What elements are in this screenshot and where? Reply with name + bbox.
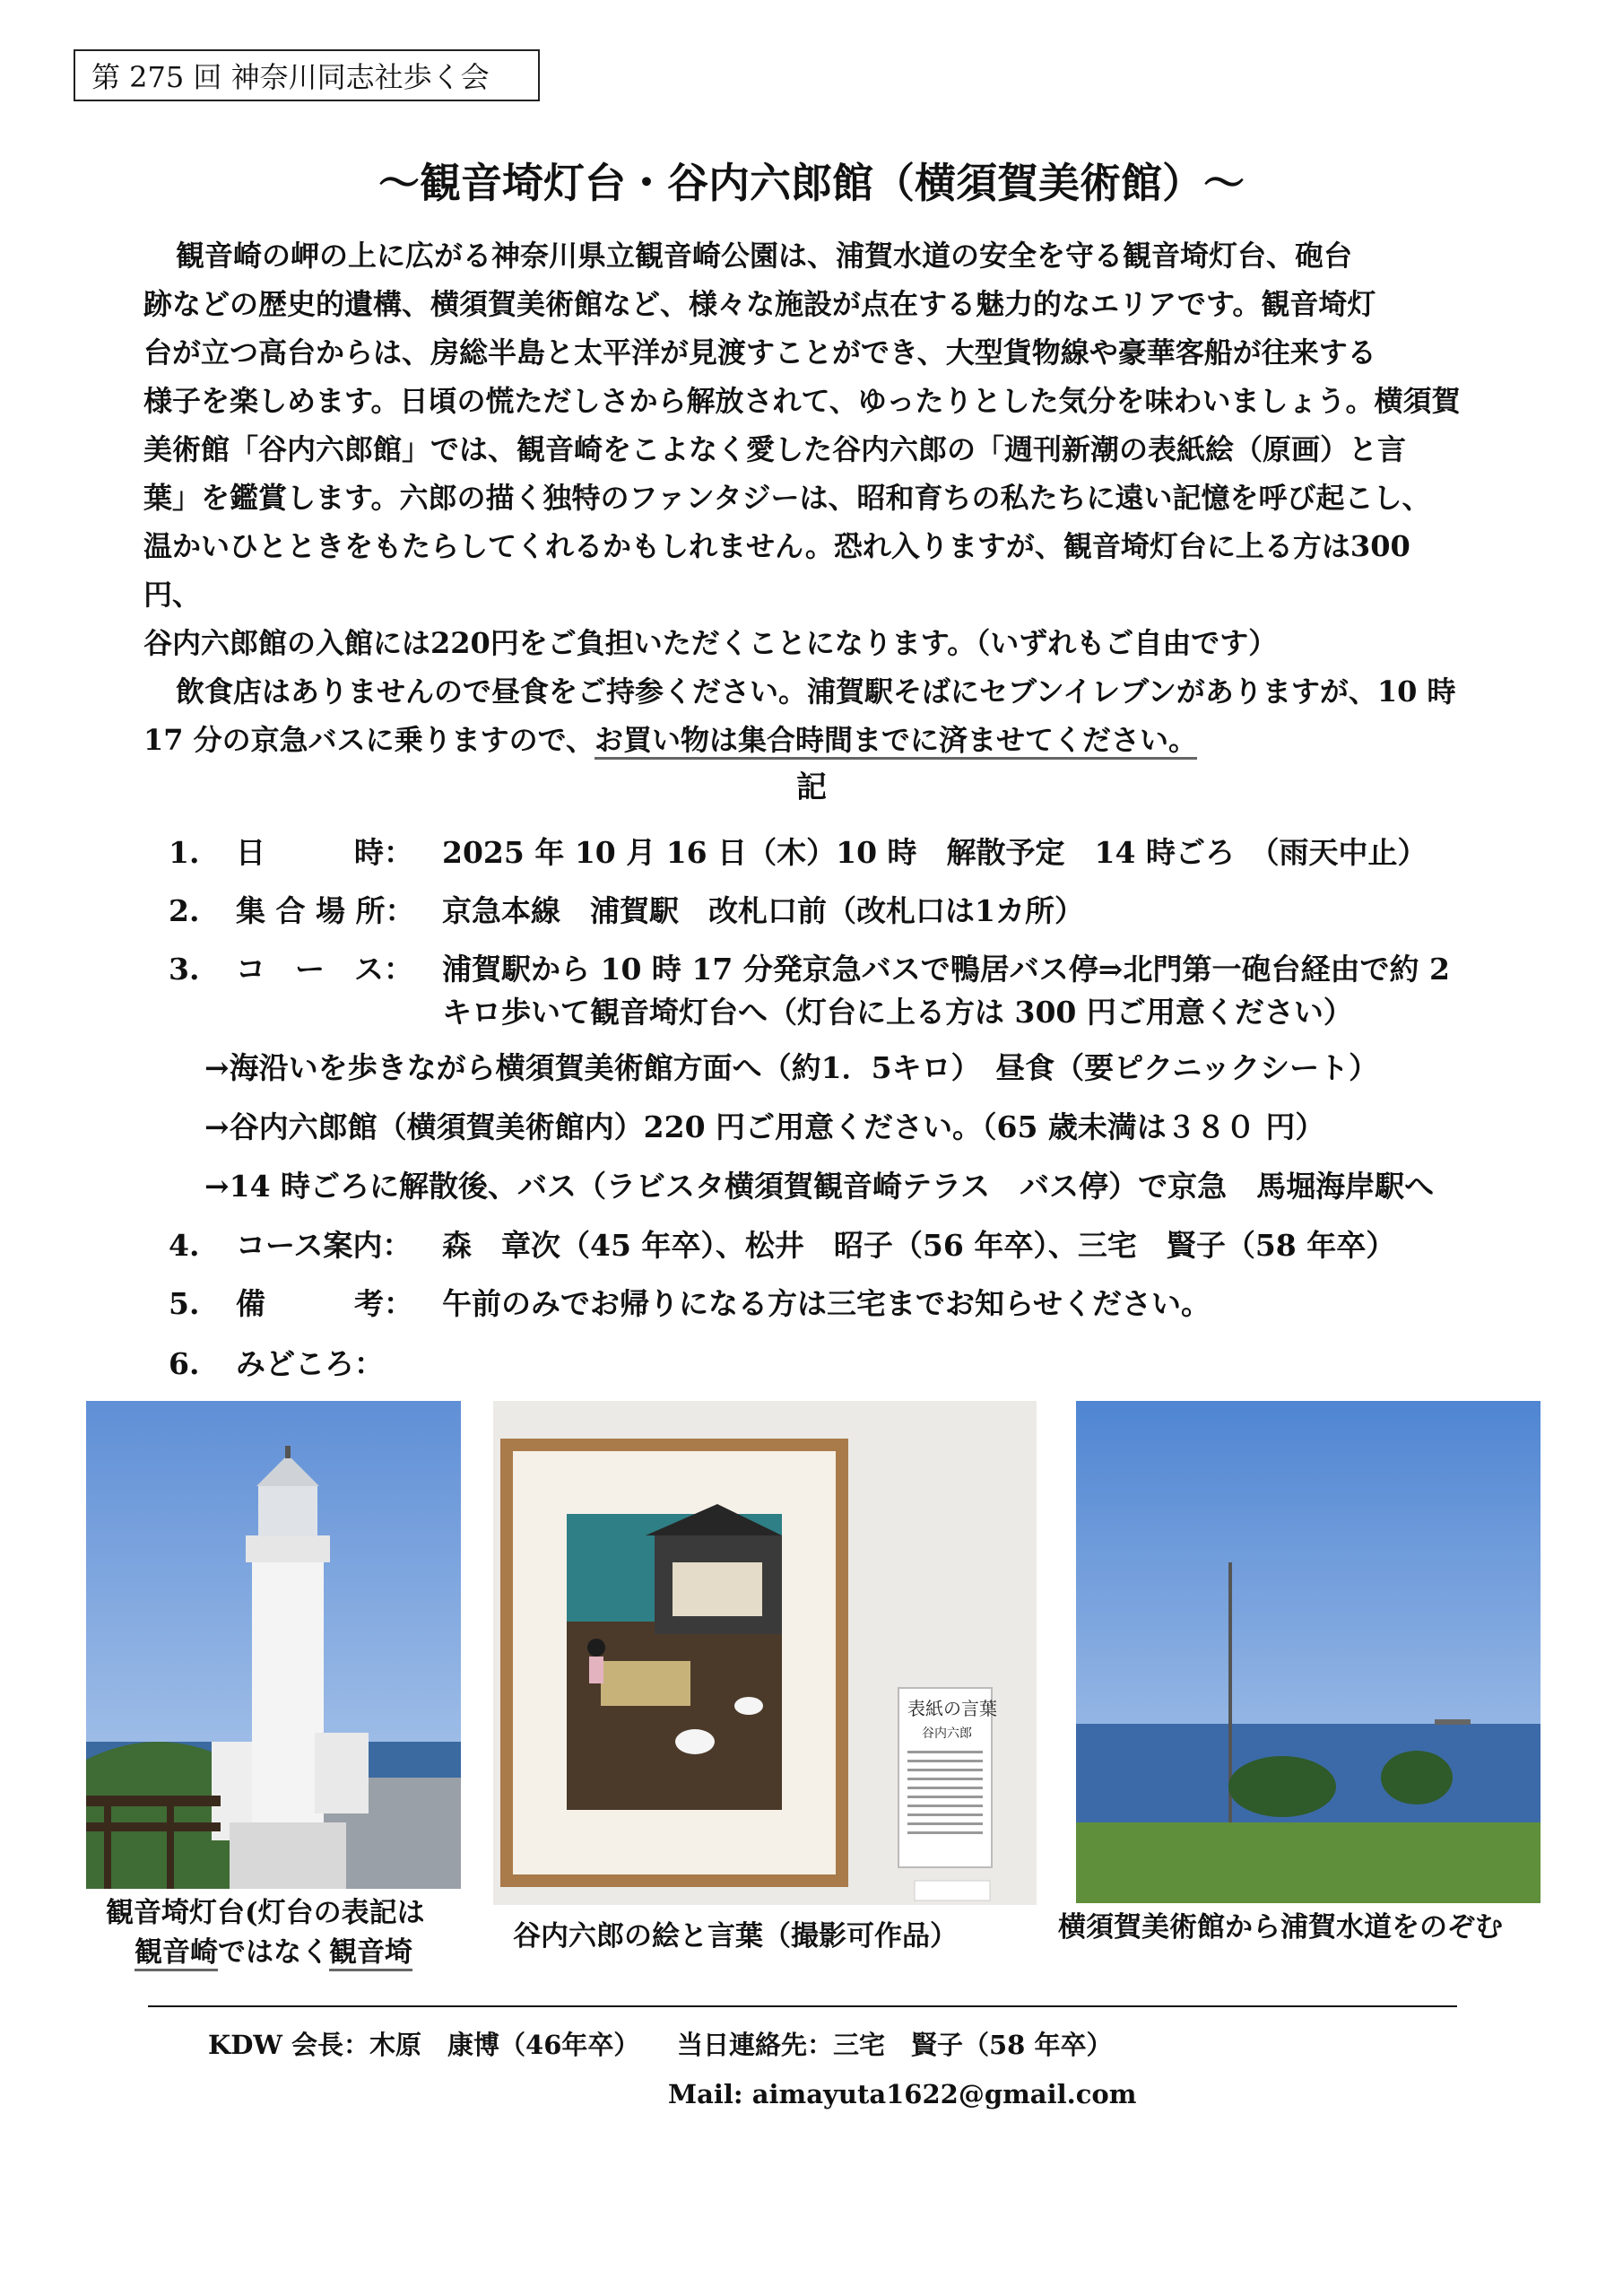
intro-line-last (143, 716, 1467, 764)
item-label: 日 時： (236, 835, 413, 870)
intro-line: 跡などの歴史的遺構、横須賀美術館など、様々な施設が点在する魅力的なエリアです。観音埼灯 (143, 287, 1376, 321)
item-content: 浦賀駅から 10 時 17 分発京急バスで鴨居バス停⇒北門第一砲台経由で約 2 (442, 952, 1450, 987)
painting-image (493, 1401, 1037, 1905)
item-label: 備 考： (236, 1286, 413, 1321)
caption-connector: ではなく (218, 1936, 329, 1969)
item-meeting-place (169, 892, 1084, 930)
item-course-line2: キロ歩いて観音埼灯台へ（灯台に上る方は 300 円ご用意ください） (442, 995, 1353, 1030)
item-number: 2. (169, 893, 200, 928)
caption-sea-view: 横須賀美術館から浦賀水道をのぞむ (1058, 1911, 1503, 1944)
item-content: 京急本線 浦賀駅 改札口前（改札口は1カ所） (442, 893, 1084, 928)
footer-mail: Mail: aimayuta1622@gmail.com (668, 2079, 1137, 2109)
painting-photo (493, 1401, 1037, 1905)
course-step-lunch: →海沿いを歩きながら横須賀美術館方面へ（約1．5キロ） 昼食（要ピクニックシート） (204, 1050, 1379, 1085)
intro-line: 観音崎の岬の上に広がる神奈川県立観音崎公園は、浦賀水道の安全を守る観音埼灯台、砲台 (176, 239, 1353, 273)
shopping-note: お買い物は集合時間までに済ませてください。 (595, 723, 1197, 760)
item-number: 4. (169, 1228, 200, 1263)
footer-contact: 当日連絡先：三宅 賢子（58 年卒） (677, 2030, 1113, 2060)
item-number: 1. (169, 835, 200, 870)
course-step-museum: →谷内六郎館（横須賀美術館内）220 円ご用意ください。（65 歳未満は３８０ 円） (204, 1109, 1325, 1144)
lighthouse-image (86, 1401, 461, 1889)
item-number: 5. (169, 1286, 200, 1321)
footer-president: KDW 会長：木原 康博（46年卒） (208, 2030, 640, 2060)
course-step-dismissal: →14 時ごろに解散後、バス（ラビスタ横須賀観音崎テラス バス停）で京急 馬堀海岸駅へ (204, 1169, 1435, 1204)
item-content: 森 章次（45 年卒）、松井 昭子（56 年卒）、三宅 賢子（58 年卒） (442, 1228, 1396, 1263)
intro-text (143, 231, 1467, 764)
item-label: コ ー ス： (236, 952, 413, 987)
item-notes (169, 1285, 1211, 1323)
item-label: コース案内： (236, 1228, 412, 1263)
caption-painting: 谷内六郎の絵と言葉（撮影可作品） (513, 1920, 958, 1952)
item-highlights (169, 1345, 384, 1383)
intro-line: 様子を楽しめます。日頃の慌ただしさから解放されて、ゆったりとした気分を味わいましょう。横須賀 (143, 384, 1461, 418)
intro-line: 飲食店はありませんので昼食をご持参ください。浦賀駅そばにセブンイレブンがありますが、10 時 (176, 674, 1456, 709)
intro-last-plain: 17 分の京急バスに乗りますので、 (143, 723, 595, 757)
caption-lighthouse-line2 (135, 1934, 412, 1971)
lighthouse-photo (86, 1401, 461, 1889)
item-content: 午前のみでお帰りになる方は三宅までお知らせください。 (442, 1286, 1211, 1321)
event-number-label: 第 275 回 神奈川同志社歩く会 (74, 49, 540, 101)
sea-view-photo (1076, 1401, 1541, 1903)
intro-line: 台が立つ高台からは、房総半島と太平洋が見渡すことができ、大型貨物線や豪華客船が往来する (143, 335, 1376, 370)
item-course (169, 951, 1450, 988)
item-guides (169, 1227, 1395, 1265)
item-label: 集 合 場 所： (236, 893, 415, 928)
caption-name-a: 観音崎 (135, 1936, 218, 1971)
painting-label-subtitle: 谷内六郎 (922, 1726, 972, 1741)
caption-lighthouse-line1: 観音埼灯台(灯台の表記は (106, 1897, 425, 1929)
item-number: 6. (169, 1346, 200, 1381)
item-date (169, 834, 1427, 872)
page-title: ～観音埼灯台・谷内六郎館（横須賀美術館）～ (378, 159, 1245, 207)
caption-name-b: 観音埼 (329, 1936, 412, 1971)
sea-view-image (1076, 1401, 1541, 1903)
item-content: 2025 年 10 月 16 日（木）10 時 解散予定 14 時ごろ （雨天中止） (442, 835, 1428, 870)
intro-line: 美術館「谷内六郎館」では、観音崎をこよなく愛した谷内六郎の「週刊新潮の表紙絵（原画）と言 (143, 432, 1407, 466)
intro-line: 葉」を鑑賞します。六郎の描く独特のファンタジーは、昭和育ちの私たちに遠い記憶を呼び起こし、 (143, 481, 1431, 515)
ki-heading: 記 (796, 770, 827, 805)
painting-label-title: 表紙の言葉 (907, 1698, 997, 1719)
item-number: 3. (169, 952, 200, 987)
footer-divider (148, 2005, 1457, 2007)
intro-line: 温かいひとときをもたらしてくれるかもしれません。恐れ入りますが、観音埼灯台に上る方は300円、 (143, 529, 1410, 612)
intro-line: 谷内六郎館の入館には220円をご負担いただくことになります。（いずれもご自由です） (143, 626, 1278, 660)
item-label: みどころ： (236, 1346, 384, 1381)
